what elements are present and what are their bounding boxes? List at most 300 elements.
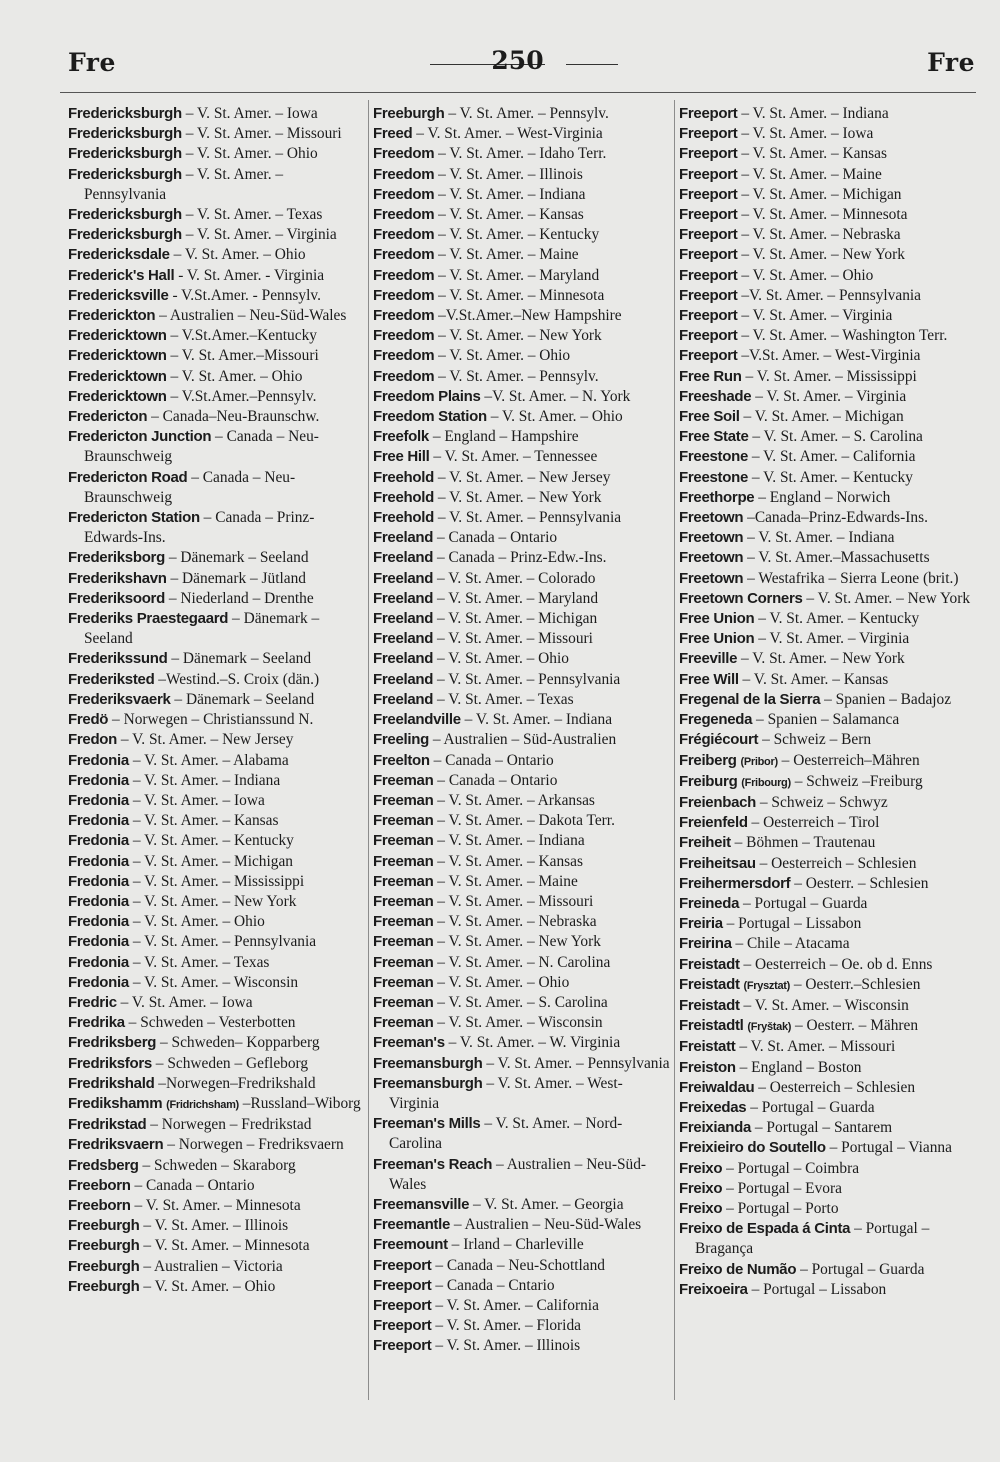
entry-location: – V. St. Amer. – Idaho Terr.: [438, 145, 607, 163]
gazetteer-entry: [679, 751, 979, 772]
entry-place-name: Freeshade: [679, 387, 752, 405]
gazetteer-entry: [373, 831, 671, 851]
gazetteer-entry: [373, 973, 671, 993]
entry-location: – Dänemark – Seeland: [168, 549, 309, 567]
entry-place-name: Freixedas: [679, 1098, 747, 1116]
column-1: [68, 104, 364, 1297]
gazetteer-entry: [679, 1159, 979, 1179]
entry-location: –V.St. Amer. – West-Virginia: [741, 347, 921, 365]
entry-place-name: Freetown: [679, 529, 744, 547]
entry-place-name: Freineda: [679, 894, 740, 912]
entry-location: – Portugal – Porto: [726, 1199, 839, 1217]
gazetteer-entry: [68, 932, 364, 952]
gazetteer-entry: [373, 1336, 671, 1356]
entry-location: – V. St. Amer. – Kentucky: [758, 610, 920, 628]
entry-place-name: Fredericton Junction: [68, 428, 212, 446]
entry-place-name: Freeman: [373, 832, 434, 850]
entry-place-name: Freeland: [373, 670, 434, 688]
entry-location: - V.St.Amer. - Pennsylv.: [172, 286, 321, 304]
gazetteer-entry: [373, 1296, 671, 1316]
entry-place-name: Fredericktown: [68, 367, 167, 385]
gazetteer-entry: [68, 670, 364, 690]
entry-place-name: Fregenal de la Sierra: [679, 690, 821, 708]
entry-location: – V. St. Amer. – Virginia: [755, 387, 907, 405]
entry-place-name: Fredsberg: [68, 1156, 139, 1174]
gazetteer-entry: [679, 1138, 979, 1158]
gazetteer-entry: [68, 649, 364, 669]
gazetteer-entry: [679, 1199, 979, 1219]
entry-location: –V.St.Amer.–New Hampshire: [438, 307, 622, 325]
entry-place-name: Fredericton: [68, 408, 148, 426]
entry-place-name: Freelton: [373, 751, 430, 769]
entry-location: – V. St. Amer. – New York: [437, 488, 602, 506]
entry-location: – Oesterreich – Schlesien: [759, 854, 917, 872]
entry-place-name: Freistatt: [679, 1038, 736, 1056]
entry-location: – V. St. Amer. – Indiana: [132, 771, 281, 789]
entry-place-name: Fredonia: [68, 892, 129, 910]
entry-place-name: Freemansburgh: [373, 1054, 483, 1072]
entry-location: – V. St. Amer. – Mississippi: [132, 872, 305, 890]
gazetteer-entry: [68, 690, 364, 710]
gazetteer-entry: [679, 589, 979, 609]
column-divider: [368, 100, 369, 1400]
entry-place-name: Freeman: [373, 953, 434, 971]
entry-place-name: Freixo de Espada á Cinta: [679, 1220, 851, 1238]
entry-location: – Oesterreich – Tirol: [751, 814, 880, 832]
entry-place-name: Freemantle: [373, 1216, 451, 1234]
gazetteer-entry: [68, 266, 364, 286]
entry-location: – Australien – Victoria: [143, 1257, 283, 1275]
entry-location: – V. St. Amer.–Missouri: [170, 347, 319, 365]
entry-location: – V. St. Amer. – Kansas: [438, 206, 584, 224]
entry-location: – Oesterreich–Mähren: [781, 751, 920, 769]
gazetteer-entry: [68, 245, 364, 265]
gazetteer-entry: [679, 387, 979, 407]
entry-place-name: Freeman: [373, 812, 434, 830]
entry-location: – V. St. Amer. – Minnesota: [438, 286, 605, 304]
gazetteer-entry: [373, 266, 671, 286]
entry-location: –Norwegen–Fredrikshald: [158, 1074, 316, 1092]
entry-location: – V. St. Amer. – S. Carolina: [437, 993, 608, 1011]
entry-place-name: Freeland: [373, 569, 434, 587]
gazetteer-entry: [373, 185, 671, 205]
gazetteer-entry: [68, 165, 364, 205]
entry-place-name: Freedom: [373, 266, 435, 284]
entry-location: – V. St. Amer. – Nord-Carolina: [389, 1115, 623, 1153]
entry-place-name: Freeland: [373, 630, 434, 648]
entry-location: – V. St. Amer. – Illinois: [435, 1337, 581, 1355]
gazetteer-entry: [68, 771, 364, 791]
entry-place-name: Freihermersdorf: [679, 874, 791, 892]
gazetteer-entry: [373, 144, 671, 164]
entry-place-name: Freienbach: [679, 793, 757, 811]
entry-place-name: Fredericksdale: [68, 246, 170, 264]
entry-place-name: Fredric: [68, 993, 117, 1011]
gazetteer-entry: [679, 245, 979, 265]
entry-location: – Canada – Cntario: [435, 1276, 555, 1294]
gazetteer-entry: [679, 427, 979, 447]
gazetteer-entry: [373, 286, 671, 306]
entry-place-name: Freixo: [679, 1199, 723, 1217]
entry-location: – V. St. Amer. – New York: [132, 892, 297, 910]
entry-location: – V. St. Amer. – California: [435, 1296, 599, 1314]
gazetteer-entry: [373, 407, 671, 427]
entry-place-name: Freemansburgh: [373, 1074, 483, 1092]
entry-place-name: Fredrikshald: [68, 1074, 155, 1092]
entry-location: – Schweiz – Schwyz: [759, 793, 888, 811]
entry-place-name: Freetown: [679, 509, 744, 527]
entry-location: – V. St. Amer. – Iowa: [120, 993, 253, 1011]
gazetteer-entry: [373, 1074, 671, 1114]
entry-location: – V. St. Amer. – Wisconsin: [437, 1014, 603, 1032]
entry-location: – Canada – Neu-Schottland: [435, 1256, 605, 1274]
gazetteer-entry: [679, 710, 979, 730]
gazetteer-entry: [68, 104, 364, 124]
entry-place-name: Fredericksburgh: [68, 145, 182, 163]
entry-place-name: Freeport: [679, 125, 738, 143]
gazetteer-entry: [68, 791, 364, 811]
entry-place-name: Freistadt: [679, 955, 740, 973]
entry-location: –Russland–Wiborg: [242, 1094, 361, 1112]
gazetteer-entry: [373, 1033, 671, 1053]
gazetteer-entry: [68, 912, 364, 932]
entry-location: – V. St. Amer. – Georgia: [473, 1195, 624, 1213]
entry-place-name: Frederickton: [68, 307, 156, 325]
entry-place-name: Freetown: [679, 569, 744, 587]
gazetteer-entry: [679, 874, 979, 894]
entry-place-name: Fredriksfors: [68, 1054, 152, 1072]
entry-location: – V. St. Amer. – Illinois: [143, 1217, 289, 1235]
entry-location: – V. St. Amer. – Mississippi: [745, 367, 917, 385]
entry-location: – V. St. Amer. – Iowa: [741, 125, 874, 143]
page-number: 250: [491, 46, 544, 75]
entry-location: – Canada–Neu-Braunschw.: [151, 408, 320, 426]
entry-location: – V. St. Amer. – Wisconsin: [743, 996, 909, 1014]
entry-place-name: Fredrikstad: [68, 1116, 147, 1134]
gazetteer-entry: [373, 488, 671, 508]
entry-place-name: Freeburgh: [68, 1237, 140, 1255]
entry-location: – Norwegen – Christianssund N.: [112, 711, 314, 729]
gazetteer-entry: [68, 1074, 364, 1094]
gazetteer-entry: [68, 548, 364, 568]
gazetteer-entry: [68, 953, 364, 973]
entry-location: – V. St. Amer. – Ohio: [173, 246, 306, 264]
gazetteer-entry: [373, 852, 671, 872]
entry-location: –V. St. Amer. – Pennsylvania: [741, 286, 922, 304]
gazetteer-entry: [679, 1037, 979, 1057]
gazetteer-entry: [373, 629, 671, 649]
entry-location: – V.St.Amer.–Pennsylv.: [170, 387, 317, 405]
gazetteer-entry: [68, 609, 364, 649]
entry-place-name: Freefolk: [373, 428, 429, 446]
entry-place-name: Free Run: [679, 367, 742, 385]
gazetteer-entry: [679, 205, 979, 225]
gazetteer-entry: [679, 306, 979, 326]
entry-location: – V. St. Amer. – Missouri: [739, 1038, 896, 1056]
entry-location: – V. St. Amer. – Ohio: [185, 145, 318, 163]
entry-location: – V. St. Amer. – California: [751, 448, 916, 466]
entry-place-name: Fredericksburgh: [68, 206, 182, 224]
entry-location: – V. St. Amer. – Pennsylvania: [486, 1054, 670, 1072]
gazetteer-entry: [679, 225, 979, 245]
gazetteer-entry: [679, 144, 979, 164]
entry-location: – Dänemark – Jütland: [170, 569, 307, 587]
entry-location: – V. St. Amer. – Maine: [437, 872, 578, 890]
gazetteer-entry: [679, 894, 979, 914]
entry-place-name: Fredonia: [68, 913, 129, 931]
entry-location: – Portugal – Vianna: [829, 1139, 952, 1157]
entry-location: – England – Hampshire: [432, 428, 579, 446]
entry-place-name: Fredonia: [68, 852, 129, 870]
entry-place-name: Freeport: [373, 1276, 432, 1294]
entry-place-name: Free Soil: [679, 408, 740, 426]
entry-place-name: Freeland: [373, 549, 434, 567]
gazetteer-entry: [68, 1176, 364, 1196]
gazetteer-entry: [373, 993, 671, 1013]
entry-location: – V. St. Amer. – Texas: [185, 206, 323, 224]
entry-location: – Schweiz –Freiburg: [794, 772, 923, 790]
gazetteer-entry: [373, 751, 671, 771]
entry-variant-name: (Frysztat): [743, 979, 791, 992]
gazetteer-entry: [68, 811, 364, 831]
entry-place-name: Freeport: [679, 286, 738, 304]
entry-location: – England – Norwich: [758, 488, 891, 506]
gazetteer-entry: [373, 1155, 671, 1195]
gazetteer-entry: [679, 649, 979, 669]
entry-place-name: Freeport: [679, 307, 738, 325]
gazetteer-entry: [373, 124, 671, 144]
entry-location: – V. St. Amer. – Michigan: [743, 408, 904, 426]
entry-place-name: Frederiks Praestegaard: [68, 610, 229, 628]
entry-place-name: Freedom: [373, 286, 435, 304]
entry-place-name: Freixoeira: [679, 1280, 748, 1298]
entry-location: – V. St. Amer. – Pennsylvania: [436, 670, 621, 688]
entry-place-name: Fredikshamm: [68, 1094, 163, 1112]
entry-location: – Spanien – Badajoz: [824, 690, 952, 708]
entry-location: – V. St. Amer. – Iowa: [185, 105, 318, 122]
gazetteer-entry: [68, 872, 364, 892]
entry-place-name: Freedom: [373, 347, 435, 365]
entry-location: – Chile – Atacama: [735, 935, 850, 953]
entry-place-name: Fredericksburgh: [68, 165, 182, 183]
entry-place-name: Fredericktown: [68, 327, 167, 345]
entry-place-name: Freeland: [373, 610, 434, 628]
gazetteer-entry: [679, 1260, 979, 1280]
entry-location: – Portugal – Guarda: [750, 1098, 875, 1116]
entry-place-name: Fredonia: [68, 771, 129, 789]
entry-location: – V. St. Amer. – Indiana: [747, 529, 895, 547]
entry-location: – Australien – Neu-Süd-Wales: [389, 1155, 647, 1193]
entry-place-name: Freeman: [373, 852, 434, 870]
entry-location: – V. St. Amer. – New York: [741, 246, 905, 264]
entry-place-name: Fredericton Road: [68, 468, 188, 486]
entry-place-name: Freeport: [679, 327, 738, 345]
entry-place-name: Freeport: [679, 185, 738, 203]
entry-place-name: Freemount: [373, 1236, 448, 1254]
entry-location: – V. St. Amer. – Pennsylvania: [132, 933, 317, 951]
entry-place-name: Freeport: [373, 1337, 432, 1355]
gazetteer-entry: [679, 407, 979, 427]
entry-location: – Canada – Prinz-Edwards-Ins.: [84, 509, 315, 547]
gazetteer-entry: [68, 346, 364, 366]
entry-location: – V. St. Amer. – Indiana: [438, 185, 586, 203]
entry-location: – Norwegen – Fredriksvaern: [167, 1136, 344, 1154]
entry-place-name: Freeburgh: [373, 105, 445, 122]
gazetteer-entry: [373, 730, 671, 750]
entry-place-name: Fredericksburgh: [68, 125, 182, 143]
gazetteer-entry: [679, 488, 979, 508]
gazetteer-entry: [679, 772, 979, 793]
entry-place-name: Free Will: [679, 670, 739, 688]
entry-location: – V. St. Amer. – Michigan: [132, 852, 293, 870]
gazetteer-entry: [68, 387, 364, 407]
entry-place-name: Fredericksburgh: [68, 105, 182, 122]
entry-location: – Schweiz – Bern: [762, 731, 872, 749]
entry-location: – Portugal – Guarda: [742, 894, 868, 912]
entry-location: – Portugal – Bragança: [695, 1220, 930, 1258]
entry-place-name: Freedom: [373, 206, 435, 224]
gazetteer-entry: [679, 793, 979, 813]
entry-place-name: Freiburg: [679, 772, 738, 790]
gazetteer-entry: [373, 1054, 671, 1074]
entry-place-name: Freeman: [373, 872, 434, 890]
gazetteer-entry: [679, 955, 979, 975]
gazetteer-entry: [679, 266, 979, 286]
gazetteer-entry: [373, 205, 671, 225]
entry-place-name: Fredericksville: [68, 286, 169, 304]
gazetteer-entry: [679, 670, 979, 690]
entry-place-name: Freeport: [373, 1317, 432, 1335]
gazetteer-entry: [679, 185, 979, 205]
gazetteer-entry: [679, 447, 979, 467]
entry-location: – V. St. Amer. – Maine: [741, 165, 882, 183]
entry-location: – V. St. Amer. – Minnesota: [134, 1196, 301, 1214]
entry-location: – V. St. Amer. – Virginia: [185, 226, 337, 244]
gazetteer-entry: [68, 1196, 364, 1216]
gazetteer-entry: [68, 973, 364, 993]
entry-place-name: Freeman's Reach: [373, 1155, 493, 1173]
entry-place-name: Freeman: [373, 892, 434, 910]
gazetteer-entry: [373, 690, 671, 710]
gazetteer-entry: [679, 346, 979, 366]
entry-location: – V. St. Amer. – Pennsylv.: [438, 367, 599, 385]
entry-place-name: Freehold: [373, 509, 434, 527]
entry-place-name: Free State: [679, 428, 749, 446]
entry-location: – Oesterreich – Oe. ob d. Enns: [743, 955, 933, 973]
entry-location: – V. St. Amer. – Kansas: [437, 852, 583, 870]
entry-location: – Niederland – Drenthe: [168, 589, 314, 607]
entry-place-name: Freeport: [679, 105, 738, 122]
entry-place-name: Fredericton Station: [68, 509, 200, 527]
entry-location: – Dänemark – Seeland: [84, 610, 320, 648]
gazetteer-entry: [373, 346, 671, 366]
entry-place-name: Freistadt: [679, 975, 740, 993]
gazetteer-entry: [373, 710, 671, 730]
entry-place-name: Freetown: [679, 549, 744, 567]
gazetteer-entry: [679, 934, 979, 954]
entry-location: – V. St. Amer. – Alabama: [132, 751, 289, 769]
entry-place-name: Freienfeld: [679, 814, 748, 832]
entry-location: – V. St. Amer. – Pennsylvania: [84, 165, 284, 203]
entry-place-name: Freistadt: [679, 996, 740, 1014]
gazetteer-entry: [68, 225, 364, 245]
gazetteer-entry: [679, 1280, 979, 1300]
entry-place-name: Freedom: [373, 367, 435, 385]
gazetteer-entry: [373, 589, 671, 609]
entry-location: – V. St. Amer. – Kentucky: [132, 832, 294, 850]
entry-location: – V. St. Amer. – Kansas: [132, 812, 279, 830]
gazetteer-entry: [679, 528, 979, 548]
entry-location: – V. St. Amer. – Washington Terr.: [741, 327, 948, 345]
entry-location: – V. St. Amer. – Maryland: [436, 589, 599, 607]
gazetteer-entry: [68, 831, 364, 851]
gazetteer-entry: [679, 609, 979, 629]
entry-location: – V. St. Amer. – Ohio: [438, 347, 571, 365]
gazetteer-entry: [373, 447, 671, 467]
entry-place-name: Freeborn: [68, 1176, 131, 1194]
entry-place-name: Frederick's Hall: [68, 266, 175, 284]
gazetteer-entry: [679, 813, 979, 833]
entry-place-name: Free Hill: [373, 448, 430, 466]
gazetteer-entry: [68, 589, 364, 609]
gazetteer-entry: [373, 1256, 671, 1276]
gazetteer-entry: [679, 326, 979, 346]
entry-place-name: Fredonia: [68, 973, 129, 991]
gazetteer-entry: [68, 1156, 364, 1176]
entry-place-name: Freistadtl: [679, 1017, 744, 1035]
entry-location: – V. St. Amer. – New York: [437, 933, 601, 951]
gazetteer-entry: [679, 833, 979, 853]
entry-place-name: Freeman: [373, 771, 434, 789]
entry-location: – V. St. Amer. – Kentucky: [438, 226, 600, 244]
entry-location: – Oesterr. – Schlesien: [794, 874, 929, 892]
entry-location: – Portugal – Santarem: [754, 1119, 893, 1137]
gazetteer-entry: [373, 953, 671, 973]
gazetteer-entry: [68, 751, 364, 771]
gazetteer-entry: [679, 854, 979, 874]
entry-location: – V. St. Amer. – Ohio: [741, 266, 874, 284]
entry-place-name: Frederiksvaerk: [68, 690, 171, 708]
header-rule: [60, 92, 976, 93]
entry-place-name: Freeville: [679, 650, 738, 668]
entry-location: – V. St. Amer. – S. Carolina: [752, 428, 923, 446]
entry-place-name: Freedom Plains: [373, 387, 481, 405]
entry-place-name: Fredonia: [68, 933, 129, 951]
gazetteer-entry: [679, 508, 979, 528]
entry-location: – Canada – Ontario: [433, 751, 554, 769]
entry-place-name: Freeport: [679, 145, 738, 163]
entry-location: – Irland – Charleville: [451, 1236, 584, 1254]
entry-place-name: Fredonia: [68, 832, 129, 850]
gazetteer-entry: [68, 1013, 364, 1033]
entry-place-name: Freeport: [679, 266, 738, 284]
entry-place-name: Freeport: [679, 226, 738, 244]
entry-location: – Australien – Neu-Süd-Wales: [453, 1216, 642, 1234]
column-2: [373, 104, 671, 1357]
gazetteer-entry: [68, 468, 364, 508]
entry-place-name: Fredonia: [68, 953, 129, 971]
gazetteer-entry: [68, 710, 364, 730]
entry-place-name: Freethorpe: [679, 488, 755, 506]
entry-location: –V. St. Amer. – N. York: [484, 387, 631, 405]
entry-location: – Schweden – Gefleborg: [155, 1054, 309, 1072]
running-head-right: Fre: [927, 48, 975, 77]
gazetteer-entry: [68, 569, 364, 589]
entry-place-name: Frederikssund: [68, 650, 168, 668]
entry-location: – Westafrika – Sierra Leone (brit.): [747, 569, 959, 587]
entry-place-name: Fredonia: [68, 791, 129, 809]
gazetteer-entry: [679, 629, 979, 649]
